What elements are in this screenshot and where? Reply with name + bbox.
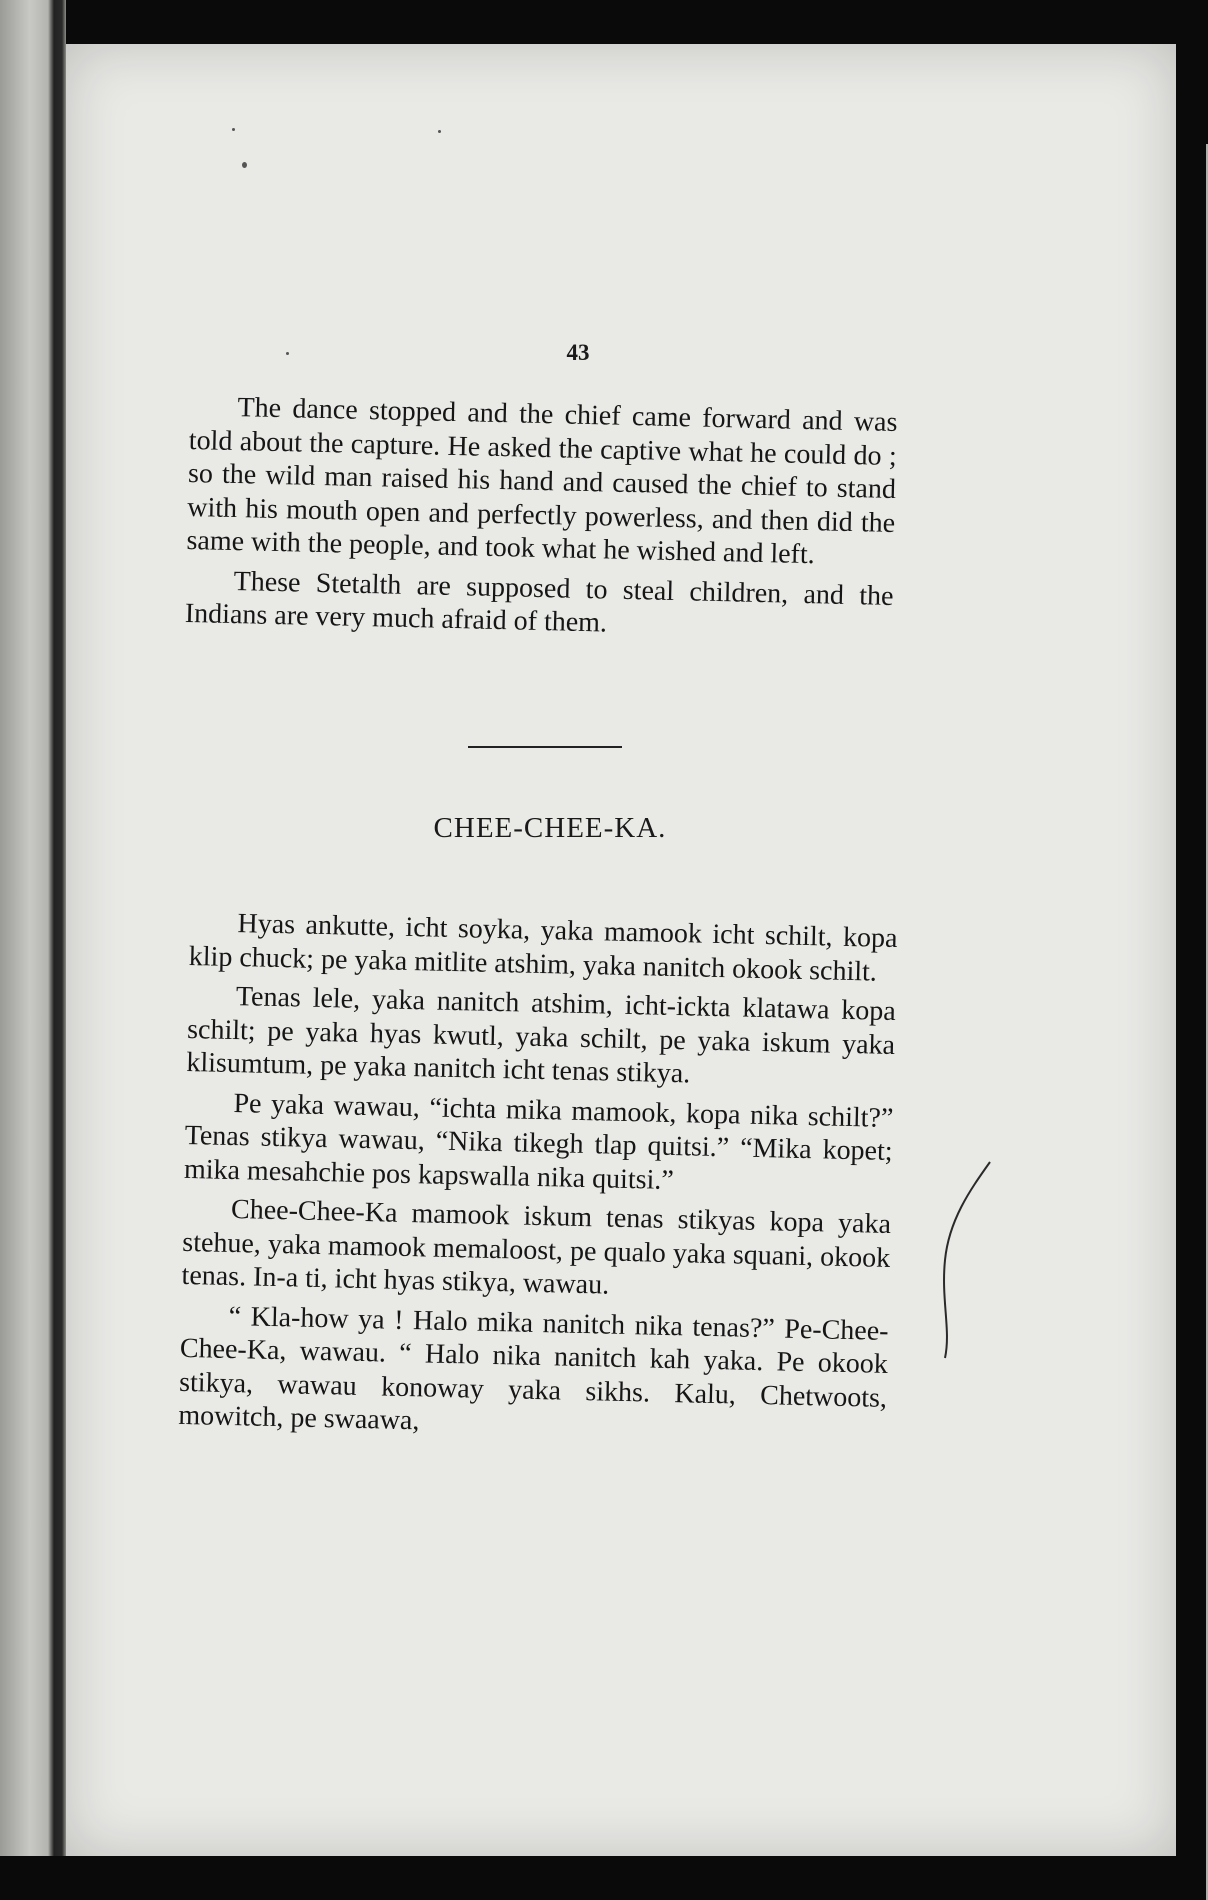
section-divider: [468, 746, 622, 748]
paragraph: These Stetalth are supposed to steal children, and the Indians are very much afraid of them.: [184, 565, 894, 639]
ink-speck: [286, 352, 289, 355]
text-block-chee-chee-ka: [178, 906, 898, 1454]
handwritten-margin-bracket: [935, 1160, 995, 1360]
scan-left-margin: [0, 0, 66, 1856]
text-block-stetalth-ending: [184, 390, 897, 652]
ink-speck: [438, 130, 441, 133]
ink-speck: [232, 128, 235, 131]
paragraph: Tenas lele, yaka nanitch atshim, icht-ickta klatawa kopa schilt; pe yaka hyas kwutl, yaka schilt, pe yaka iskum yaka klisumtum, pe yaka nanitch icht tenas stikya.: [186, 981, 897, 1090]
paragraph: The dance stopped and the chief came forward and was told about the capture. He asked the captive what he could do ; so the wild man raised his hand and caused the chief to stand with his mouth open and perfectly powerless, and then did the same with the people, and took what he wished and left.: [186, 392, 898, 571]
ink-speck: [242, 162, 247, 168]
section-title: CHEE-CHEE-KA.: [433, 812, 667, 844]
paragraph: Pe yaka wawau, “ichta mika mamook, kopa nika schilt?” Tenas stikya wawau, “Nika tikegh tlap quitsi.” “Mika kopet; mika mesahchie pos kapswalla nika quitsi.”: [183, 1087, 894, 1196]
paragraph: “ Kla-how ya ! Halo mika nanitch nika tenas?” Pe-Chee-Chee-Ka, wawau. “ Halo nika nanitch kah yaka. Pe okook stikya, wawau konoway yaka sikhs. Kalu, Chetwoots, mowitch, pe swaawa,: [178, 1300, 889, 1437]
page-number: 43: [566, 340, 590, 365]
paragraph: Hyas ankutte, icht soyka, yaka mamook icht schilt, kopa klip chuck; pe yaka mitlite atshim, yaka nanitch okook schilt.: [188, 908, 898, 988]
paragraph: Chee-Chee-Ka mamook iskum tenas stikyas kopa yaka stehue, yaka mamook memaloost, pe qualo yaka squani, okook tenas. In-a ti, icht hyas stikya, wawau.: [181, 1194, 892, 1301]
